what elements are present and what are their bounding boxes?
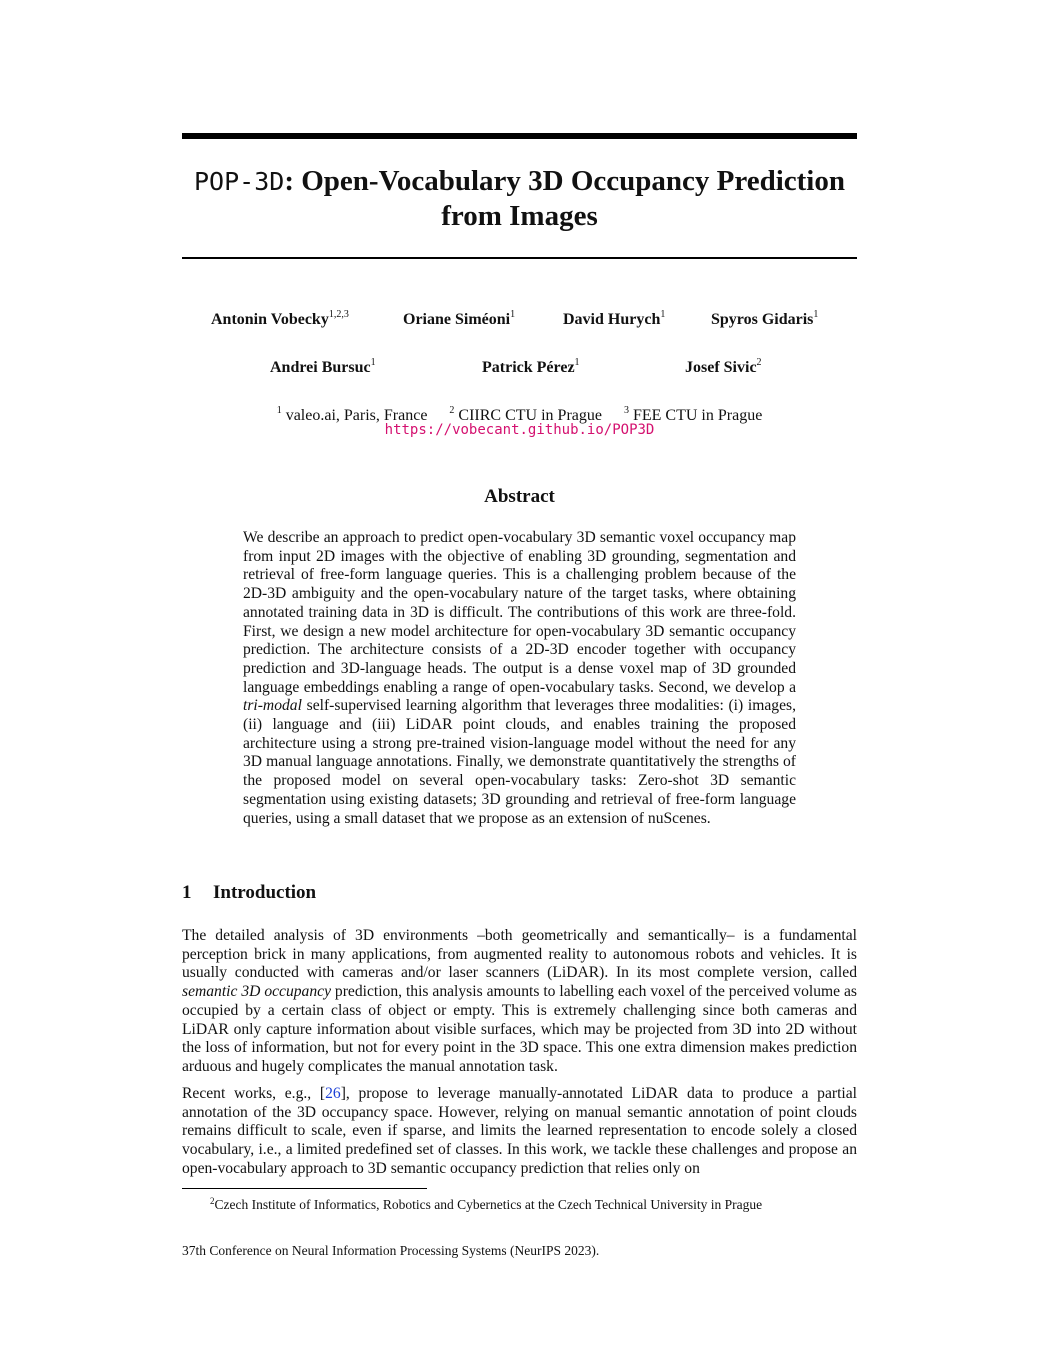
author: Josef Sivic$^2$: [685, 357, 762, 376]
intro-paragraph-2: Recent works, e.g., [26], propose to leverage manually-annotated LiDAR data to produce a partial annotation of the 3D occupancy space. However, relying on manual semantic annotation of point clouds remains difficult to scale, even if sparse, and limits the learned representation to encode solely a closed vocabulary, i.e., a limited predefined set of classes. In this work, we tackle these challenges and propose an open-vocabulary approach to 3D semantic occupancy prediction that relies only on: [182, 1085, 857, 1177]
title-rest: : Open-Vocabulary 3D Occupancy Prediction: [284, 165, 845, 197]
affiliation: $^2$ CIIRC CTU in Prague: [449, 405, 602, 424]
title-mono: POP-3D: [194, 167, 285, 196]
author: Andrei Bursuc$^1$: [270, 357, 376, 376]
affiliation: $^1$ valeo.ai, Paris, France: [276, 405, 428, 424]
abstract-heading: Abstract: [484, 486, 555, 507]
citation-link[interactable]: 26: [325, 1085, 341, 1102]
venue-note: 37th Conference on Neural Information Processing Systems (NeurIPS 2023).: [182, 1243, 600, 1258]
section-heading-introduction: 1 Introduction: [182, 882, 317, 903]
affiliation: $^3$ FEE CTU in Prague: [623, 405, 763, 424]
author: David Hurych$^1$: [563, 309, 666, 328]
author: Antonin Vobecky$^{1,2,3}$: [211, 309, 349, 328]
author: Spyros Gidaris$^1$: [711, 309, 819, 328]
intro-paragraph-1: The detailed analysis of 3D environments –both geometrically and semantically– is a fundamental perception brick in many applications, from augmented reality to autonomous robots and vehicles. It is usually conducted with cameras and/or laser scanners (LiDAR). In its most complete version, called semantic 3D occupancy prediction, this analysis amounts to labelling each voxel of the perceived volume as occupied by a certain class of object or empty. This is extremely challenging since both cameras and LiDAR only capture information about visible surfaces, which may be projected from 3D into 2D without the loss of information, but not for every point in the 3D space. This one extra dimension makes prediction arduous and hugely complicates the manual annotation task.: [182, 927, 857, 1075]
footnote-rule: [182, 1188, 427, 1189]
title-top-rule: [182, 133, 857, 139]
project-url-link[interactable]: https://vobecant.github.io/POP3D: [384, 422, 655, 438]
abstract-body: We describe an approach to predict open-vocabulary 3D semantic voxel occupancy map from input 2D images with the objective of enabling 3D grounding, segmentation and retrieval of free-form language queries. This is a challenging problem because of the 2D-3D ambiguity and the open-vocabulary nature of the target tasks, where obtaining annotated training data in 3D is difficult. The contributions of this work are three-fold. First, we design a new model architecture for open-vocabulary 3D semantic occupancy prediction. The architecture consists of a 2D-3D encoder together with occupancy prediction and 3D-language heads. The output is a dense voxel map of 3D grounded language embeddings enabling a range of open-vocabulary tasks. Second, we develop a tri-modal self-supervised learning algorithm that leverages three modalities: (i) images, (ii) language and (iii) LiDAR point clouds, and enables training the proposed architecture using a strong pre-trained vision-language model without the need for any 3D manual language annotations. Finally, we demonstrate quantitatively the strengths of the proposed model on several open-vocabulary tasks: Zero-shot 3D semantic segmentation using existing datasets; 3D grounding and retrieval of free-form language queries, using a small dataset that we propose as an extension of nuScenes.: [243, 529, 796, 827]
footnote: $^2$Czech Institute of Informatics, Robotics and Cybernetics at the Czech Technical University in Prague: [210, 1196, 763, 1212]
author: Patrick Pérez$^1$: [482, 357, 580, 376]
title-line2: from Images: [441, 200, 598, 232]
author: Oriane Siméoni$^1$: [403, 309, 516, 328]
paper-title: [182, 164, 857, 234]
title-bottom-rule: [182, 257, 857, 259]
